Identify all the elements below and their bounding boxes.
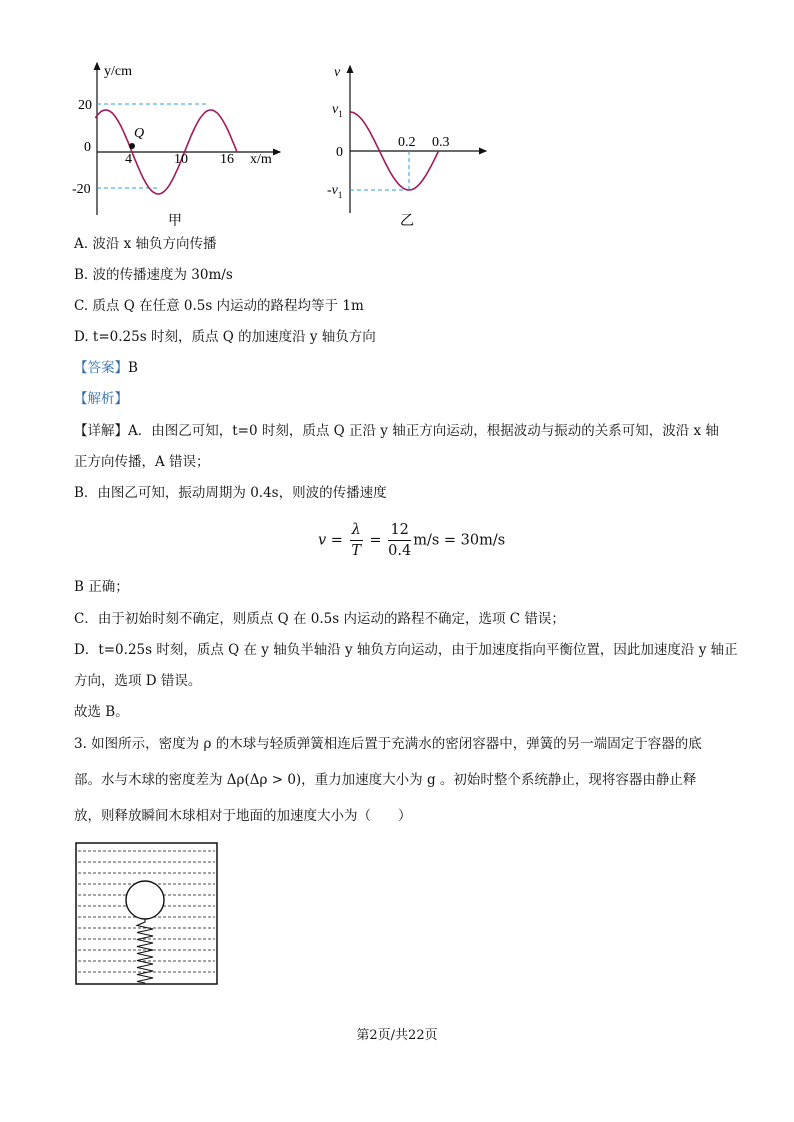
yi-v1-label: $v_1$ bbox=[332, 102, 343, 119]
detail-line-3: B．由图乙可知，振动周期为 0.4s，则波的传播速度 bbox=[74, 485, 387, 501]
jia-tick-16: 16 bbox=[220, 152, 234, 167]
page-footer: 第2页/共22页 bbox=[356, 1028, 438, 1043]
container-figure bbox=[75, 842, 221, 988]
detail-tag: 【详解】 bbox=[74, 423, 128, 439]
fraction-lambda-t: $\frac{\lambda}{T}$ bbox=[351, 522, 362, 559]
question3-line-2: 部。水与木球的密度差为 Δρ(Δρ > 0)，重力加速度大小为 g 。初始时整个系统静止，现将容器由静止释 bbox=[74, 772, 697, 788]
formula-unit: m/s bbox=[413, 532, 440, 549]
yi-neg-v1-label: $-v_1$ bbox=[327, 183, 343, 200]
velocity-formula: v = $\frac{\lambda}{T}$ = $\frac{12}{0.4}$ m/s = 30m/s bbox=[318, 522, 506, 559]
yi-v-label: v bbox=[334, 65, 341, 80]
formula-rhs: 30m/s bbox=[460, 532, 506, 549]
yi-caption: 乙 bbox=[400, 214, 414, 229]
yi-tick-0-2: 0.2 bbox=[398, 135, 416, 150]
spring bbox=[137, 919, 153, 983]
point-q-dot bbox=[129, 143, 135, 149]
option-c: C. 质点 Q 在任意 0.5s 内运动的路程均等于 1m bbox=[74, 298, 364, 314]
option-d: D. t=0.25s 时刻，质点 Q 的加速度沿 y 轴负方向 bbox=[74, 329, 376, 345]
answer-line bbox=[74, 359, 138, 377]
yi-tick-0-3: 0.3 bbox=[432, 135, 450, 150]
question3-line-1: 3. 如图所示，密度为 ρ 的木球与轻质弹簧相连后置于充满水的密闭容器中，弹簧的另一端固定于容器的底 bbox=[74, 736, 702, 752]
jia-tick-4: 4 bbox=[125, 152, 132, 167]
detail-line-6: D．t=0.25s 时刻，质点 Q 在 y 轴负半轴沿 y 轴负方向运动，由于加速度指向平衡位置，因此加速度沿 y 轴正 bbox=[74, 642, 738, 658]
detail-line-1-text: A．由图乙可知，t=0 时刻，质点 Q 正沿 y 轴正方向运动，根据波动与振动的关系可知，波沿 x 轴 bbox=[128, 423, 719, 439]
formula-lhs: v bbox=[318, 532, 327, 549]
point-q-label: Q bbox=[134, 126, 145, 141]
fraction-12-0-4: $\frac{12}{0.4}$ bbox=[388, 522, 412, 559]
detail-line-1 bbox=[74, 422, 719, 440]
jia-tick-0: 0 bbox=[84, 140, 91, 155]
detail-line-5: C．由于初始时刻不确定，则质点 Q 在 0.5s 内运动的路程不确定，选项 C 错误； bbox=[74, 611, 565, 627]
answer-tag: 【答案】 bbox=[74, 360, 128, 376]
jia-y-label: y/cm bbox=[104, 64, 132, 79]
conclusion: 故选 B。 bbox=[74, 704, 129, 720]
detail-line-7: 方向，选项 D 错误。 bbox=[74, 673, 202, 689]
jia-tick-neg20: -20 bbox=[72, 182, 91, 197]
option-a: A. 波沿 x 轴负方向传播 bbox=[74, 236, 217, 252]
answer-value: B bbox=[128, 360, 138, 376]
question3-line-3: 放，则释放瞬间木球相对于地面的加速度大小为（ ） bbox=[74, 808, 412, 824]
jia-caption: 甲 bbox=[168, 214, 182, 229]
yi-origin-label: 0 bbox=[336, 145, 343, 160]
jia-x-label: x/m bbox=[250, 152, 272, 167]
wooden-ball bbox=[126, 881, 164, 919]
detail-line-4: B 正确； bbox=[74, 579, 129, 595]
option-b: B. 波的传播速度为 30m/s bbox=[74, 267, 233, 283]
jia-tick-10: 10 bbox=[174, 152, 188, 167]
graph-yi bbox=[327, 58, 500, 233]
jia-tick-20: 20 bbox=[78, 98, 92, 113]
detail-line-2: 正方向传播，A 错误； bbox=[74, 454, 210, 470]
graph-jia bbox=[72, 55, 290, 230]
analysis-tag: 【解析】 bbox=[74, 391, 128, 407]
